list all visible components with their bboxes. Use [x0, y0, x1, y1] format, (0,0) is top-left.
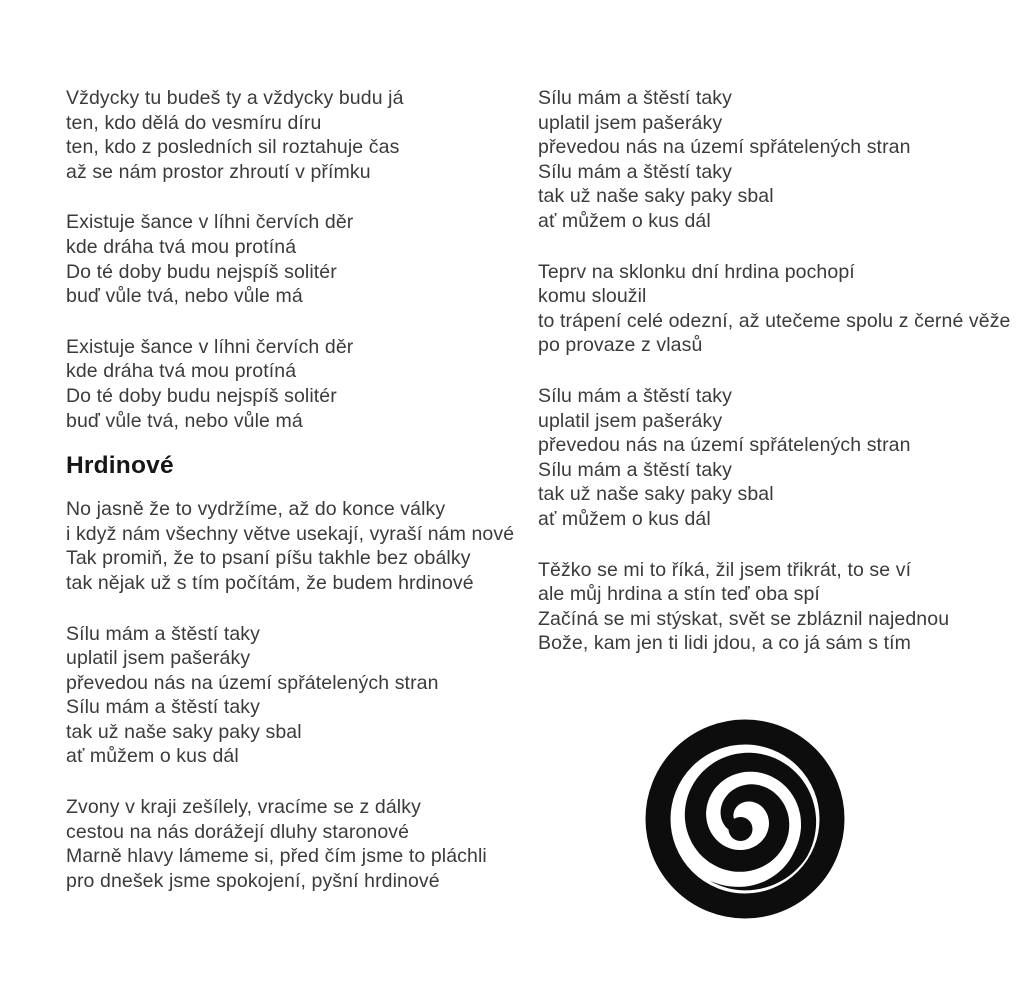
lyric-line: Sílu mám a štěstí taky — [538, 458, 733, 481]
lyric-line: tak už naše saky paky sbal — [538, 483, 774, 506]
lyric-line: uplatil jsem pašeráky — [538, 111, 723, 134]
lyrics-column-left — [66, 86, 536, 919]
lyric-line: Těžko se mi to říká, žil jsem třikrát, to se ví — [538, 558, 912, 581]
lyric-line: No jasně že to vydržíme, až do konce války — [66, 498, 446, 521]
spiral-logo — [640, 714, 850, 924]
lyric-line: Do té doby budu nejspíš solitér — [66, 384, 337, 407]
lyric-line: po provaze z vlasů — [538, 334, 703, 357]
lyric-line: až se nám prostor zhroutí v přímku — [66, 160, 371, 183]
lyric-line: Bože, kam jen ti lidi jdou, a co já sám s tím — [538, 632, 911, 655]
spiral-icon — [640, 714, 850, 924]
lyric-line: Sílu mám a štěstí taky — [538, 384, 733, 407]
lyric-line: ať můžem o kus dál — [538, 209, 711, 232]
lyric-line: Vždycky tu budeš ty a vždycky budu já — [66, 87, 404, 109]
lyrics-column-right — [538, 86, 1024, 682]
lyric-line: Existuje šance v líhni červích děr — [66, 211, 354, 234]
lyric-line: Tak promiň, že to psaní píšu takhle bez obálky — [66, 547, 471, 570]
lyric-line: uplatil jsem pašeráky — [66, 647, 251, 670]
lyric-line: tak nějak už s tím počítám, že budem hrdinové — [66, 571, 474, 594]
lyric-line: Zvony v kraji zešílely, vracíme se z dálky — [66, 796, 421, 819]
lyric-line: i když nám všechny větve usekají, vyraší nám nové — [66, 522, 515, 545]
lyric-line: cestou na nás dorážejí dluhy staronové — [66, 820, 410, 843]
lyric-line: komu sloužil — [538, 285, 647, 308]
lyric-line: Sílu mám a štěstí taky — [66, 622, 261, 645]
stanza — [66, 497, 536, 595]
lyric-line: buď vůle tvá, nebo vůle má — [66, 285, 303, 308]
lyric-line: Existuje šance v líhni červích děr — [66, 335, 354, 358]
lyric-line: tak už naše saky paky sbal — [538, 185, 774, 208]
stanza — [538, 384, 1024, 532]
lyric-line: Sílu mám a štěstí taky — [538, 87, 733, 109]
lyric-line: to trápení celé odezní, až utečeme spolu z černé věže — [538, 309, 1011, 332]
lyric-line: pro dnešek jsme spokojení, pyšní hrdinové — [66, 869, 440, 892]
lyric-line: kde dráha tvá mou protíná — [66, 360, 297, 383]
song-title: Hrdinové — [66, 452, 174, 480]
lyric-line: převedou nás na území spřátelených stran — [66, 671, 439, 694]
lyric-line: ten, kdo dělá do vesmíru díru — [66, 111, 322, 134]
stanza — [538, 260, 1024, 358]
lyric-line: kde dráha tvá mou protíná — [66, 235, 297, 258]
lyric-line: ten, kdo z posledních sil roztahuje čas — [66, 136, 400, 159]
stanza — [538, 558, 1024, 656]
lyric-line: ale můj hrdina a stín teď oba spí — [538, 583, 820, 606]
lyric-line: buď vůle tvá, nebo vůle má — [66, 409, 303, 432]
lyric-line: uplatil jsem pašeráky — [538, 409, 723, 432]
stanza — [66, 86, 536, 184]
stanza — [538, 86, 1024, 234]
lyric-line: Začíná se mi stýskat, svět se zbláznil najednou — [538, 607, 950, 630]
stanza — [66, 335, 536, 433]
lyric-line: ať můžem o kus dál — [66, 745, 239, 768]
lyric-line: ať můžem o kus dál — [538, 507, 711, 530]
lyric-line: Sílu mám a štěstí taky — [66, 696, 261, 719]
lyric-line: Marně hlavy lámeme si, před čím jsme to pláchli — [66, 845, 487, 868]
lyric-line: Teprv na sklonku dní hrdina pochopí — [538, 260, 855, 283]
lyric-line: převedou nás na území spřátelených stran — [538, 136, 911, 159]
lyric-line: tak už naše saky paky sbal — [66, 720, 302, 743]
lyric-line: převedou nás na území spřátelených stran — [538, 434, 911, 457]
lyric-line: Do té doby budu nejspíš solitér — [66, 260, 337, 283]
lyric-line: Sílu mám a štěstí taky — [538, 160, 733, 183]
stanza — [66, 210, 536, 308]
stanza — [66, 622, 536, 770]
stanza — [66, 795, 536, 893]
